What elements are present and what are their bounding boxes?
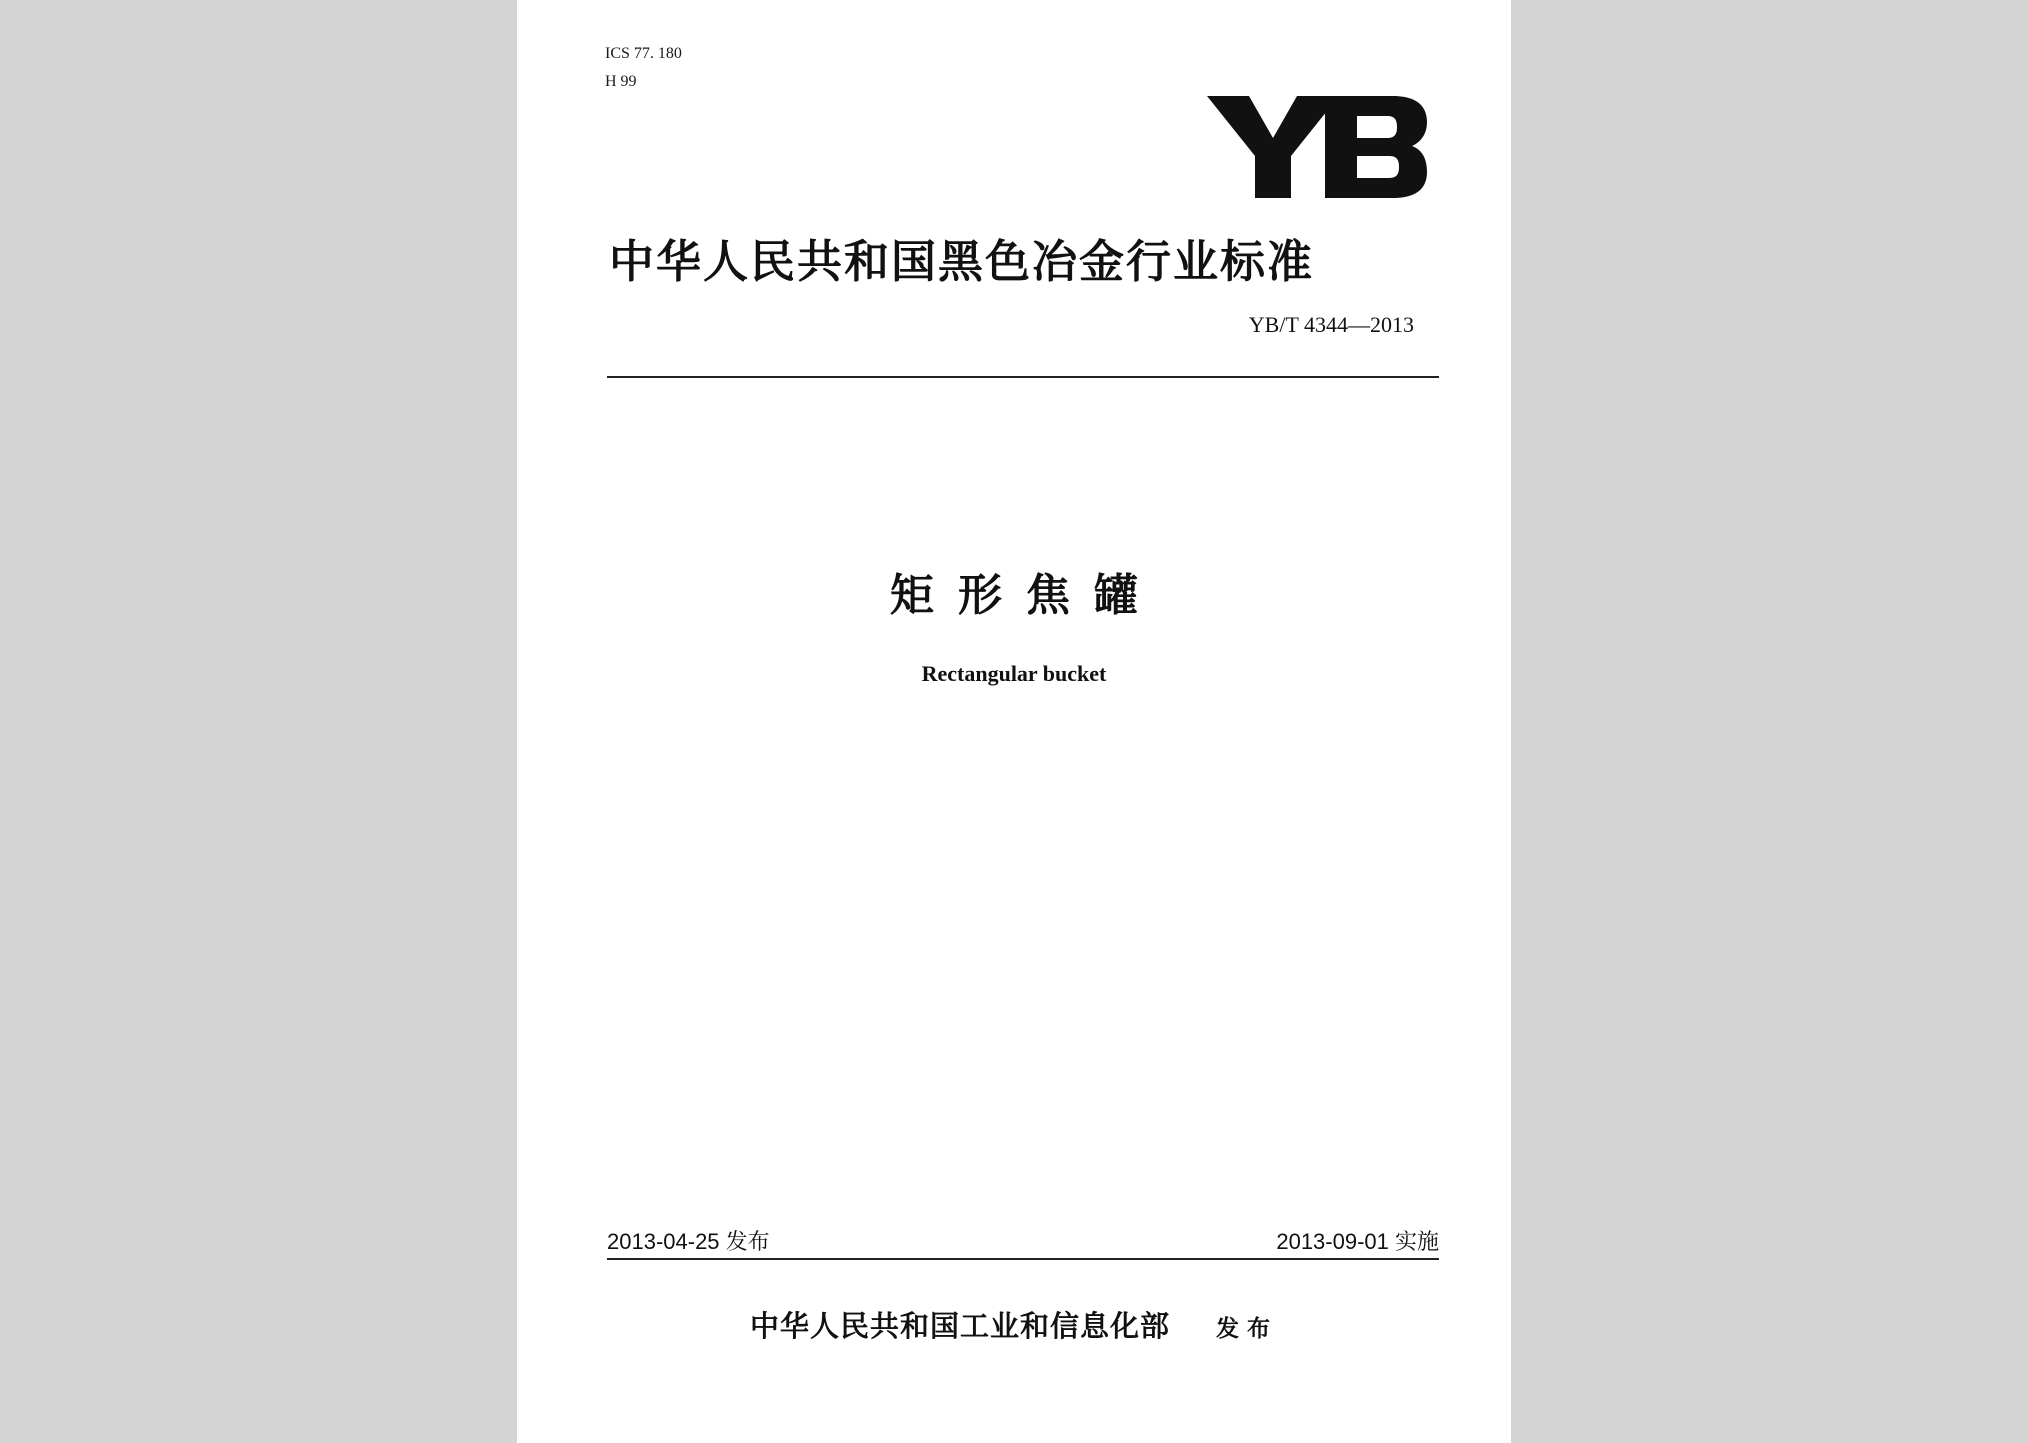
implementation-date: 2013-09-01 实施 bbox=[1276, 1229, 1439, 1254]
standard-number: YB/T 4344—2013 bbox=[1248, 312, 1414, 337]
ics-code: ICS 77. 180 bbox=[605, 45, 682, 62]
yb-logo bbox=[1207, 96, 1427, 198]
publisher-action: 发布 bbox=[1216, 1316, 1278, 1342]
publisher-line bbox=[517, 1306, 1511, 1349]
document-title-chinese: 矩形焦罐 bbox=[890, 570, 1162, 621]
ccs-code: H 99 bbox=[605, 73, 637, 90]
header-divider bbox=[607, 376, 1439, 378]
footer-divider bbox=[607, 1258, 1439, 1260]
document-title-english: Rectangular bucket bbox=[921, 661, 1107, 686]
standard-cover-page bbox=[517, 0, 1511, 1443]
issuer-title: 中华人民共和国黑色冶金行业标准 bbox=[609, 235, 1315, 288]
publisher-name: 中华人民共和国工业和信息化部 bbox=[749, 1309, 1170, 1343]
issue-date: 2013-04-25 发布 bbox=[607, 1229, 770, 1254]
